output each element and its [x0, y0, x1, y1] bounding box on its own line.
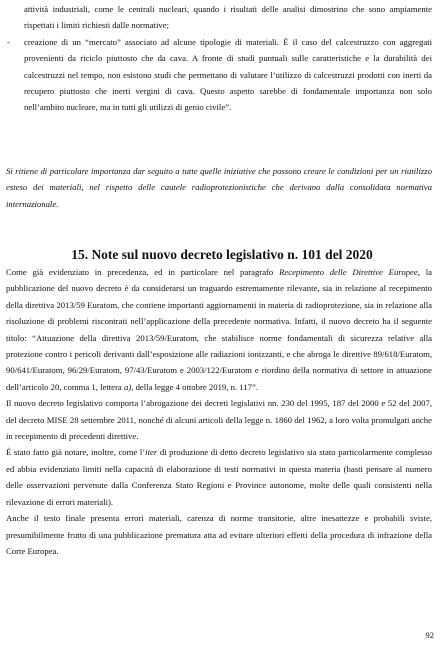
- paragraph-2: Il nuovo decreto legislativo comporta l’abrogazione dei decreti legislativi nn. 230 del 1995, 187 del 2000 e 52 del 2007, del decreto MISE 28 settembre 2011, nonché di alcuni articoli della legge n. 1860 del 1962, a loro volta promulgati anche in recepimento di precedenti direttive.: [6, 398, 432, 442]
- paragraph-1-italic-ref: Recepimento delle Direttive Europee: [279, 267, 418, 277]
- bullet-dash: -: [7, 36, 10, 47]
- page-number: 92: [425, 630, 434, 640]
- paragraph-1-text-b: , la pubblicazione del nuovo decreto è da considerarsi un traguardo estremamente rilevante, sia in relazione al recepimento della direttiva 2013/59 Euratom, che contiene importanti aggiornamenti in materia di radioprotezione, sia in relazione alla risoluzione di problemi riscontrati nell’applicazione della precedente normativa. Infatti, il nuovo decreto ha il seguente titolo: “Attuazione della direttiva 2013/59/Euratom, che stabilisce norme fondamentali di sicurezza relative alla protezione contro i pericoli derivanti dall’esposizione alle radiazioni ionizzanti, e che abroga le direttive 89/618/Euratom, 90/641/Euratom, 96/29/Euratom, 97/43/Euratom e 2003/122/Euratom e riordino della normativa di settore in attuazione dell’articolo 20, comma 1, lettera: [6, 267, 432, 392]
- bullet-list: [6, 1, 432, 116]
- paragraph-4: Anche il testo finale presenta errori materiali, carenza di norme transitorie, altre inesattezze e probabili sviste, presumibilmente frutto di una pubblicazione prematura atta ad evitare ulteriori effetti della procedura di infrazione della Corte Europea.: [6, 513, 432, 556]
- bullet-continuation-text: attività industriali, come le centrali nucleari, quando i risultati delle analisi dimostrino che sono ampiamente rispettati i limiti richiesti dalle normative;: [24, 4, 432, 31]
- paragraph-1: [6, 264, 432, 395]
- paragraph-1-text-a: Come già evidenziato in precedenza, ed in particolare nel paragrafo: [6, 267, 280, 277]
- section-heading: 15. Note sul nuovo decreto legislativo n. 101 del 2020: [71, 247, 373, 263]
- paragraph-1-text-c: , della legge 4 ottobre 2019, n. 117”.: [131, 381, 259, 392]
- section-body: [6, 264, 432, 559]
- paragraph-3-text-a: È stato fatto già notare, inoltre, come l’: [6, 447, 146, 458]
- paragraph-1-italic-letter: a): [123, 381, 132, 392]
- bullet-item-continuation: [6, 1, 432, 34]
- paragraph-3-italic-iter: iter: [145, 447, 158, 458]
- paragraph-3: [6, 444, 432, 510]
- paragraph-3-text-b: di produzione di detto decreto legislativo sia stato particolarmente complesso ed abbia evidenziato limiti nella capacità di elaborazione di testi normativi in questa materia (basti pensare al numero delle osservazioni pervenute dalla Conferenza Stato Regioni e Province autonome, molte delle quali consistenti nella rilevazione di errori materiali).: [6, 447, 432, 507]
- bullet-market-text: creazione di un “mercato” associato ad alcune tipologie di materiali. È il caso del calcestruzzo con aggregati provenienti da riciclo piuttosto che da cava. A fronte di studi puntuali sulle caratteristiche e la durabilità dei calcestruzzi nel tempo, non esistono studi che permettano di valutare l’utilizzo di calcestruzzi prodotti con inerti da recupero piuttosto che inerti vergini di cava. Questo aspetto sarebbe di fondamentale importanza non solo nell’ambito nucleare, ma in tutti gli utilizzi di genio civile”.: [24, 36, 432, 113]
- italic-note: Si ritiene di particolare importanza dar seguito a tutte quelle iniziative che possono creare le condizioni per un riutilizzo esteso dei materiali, nel rispetto delle cautele radioprotezionistiche che derivano dalla consolidata normativa internazionale.: [6, 166, 432, 209]
- bullet-item-market: [6, 34, 432, 116]
